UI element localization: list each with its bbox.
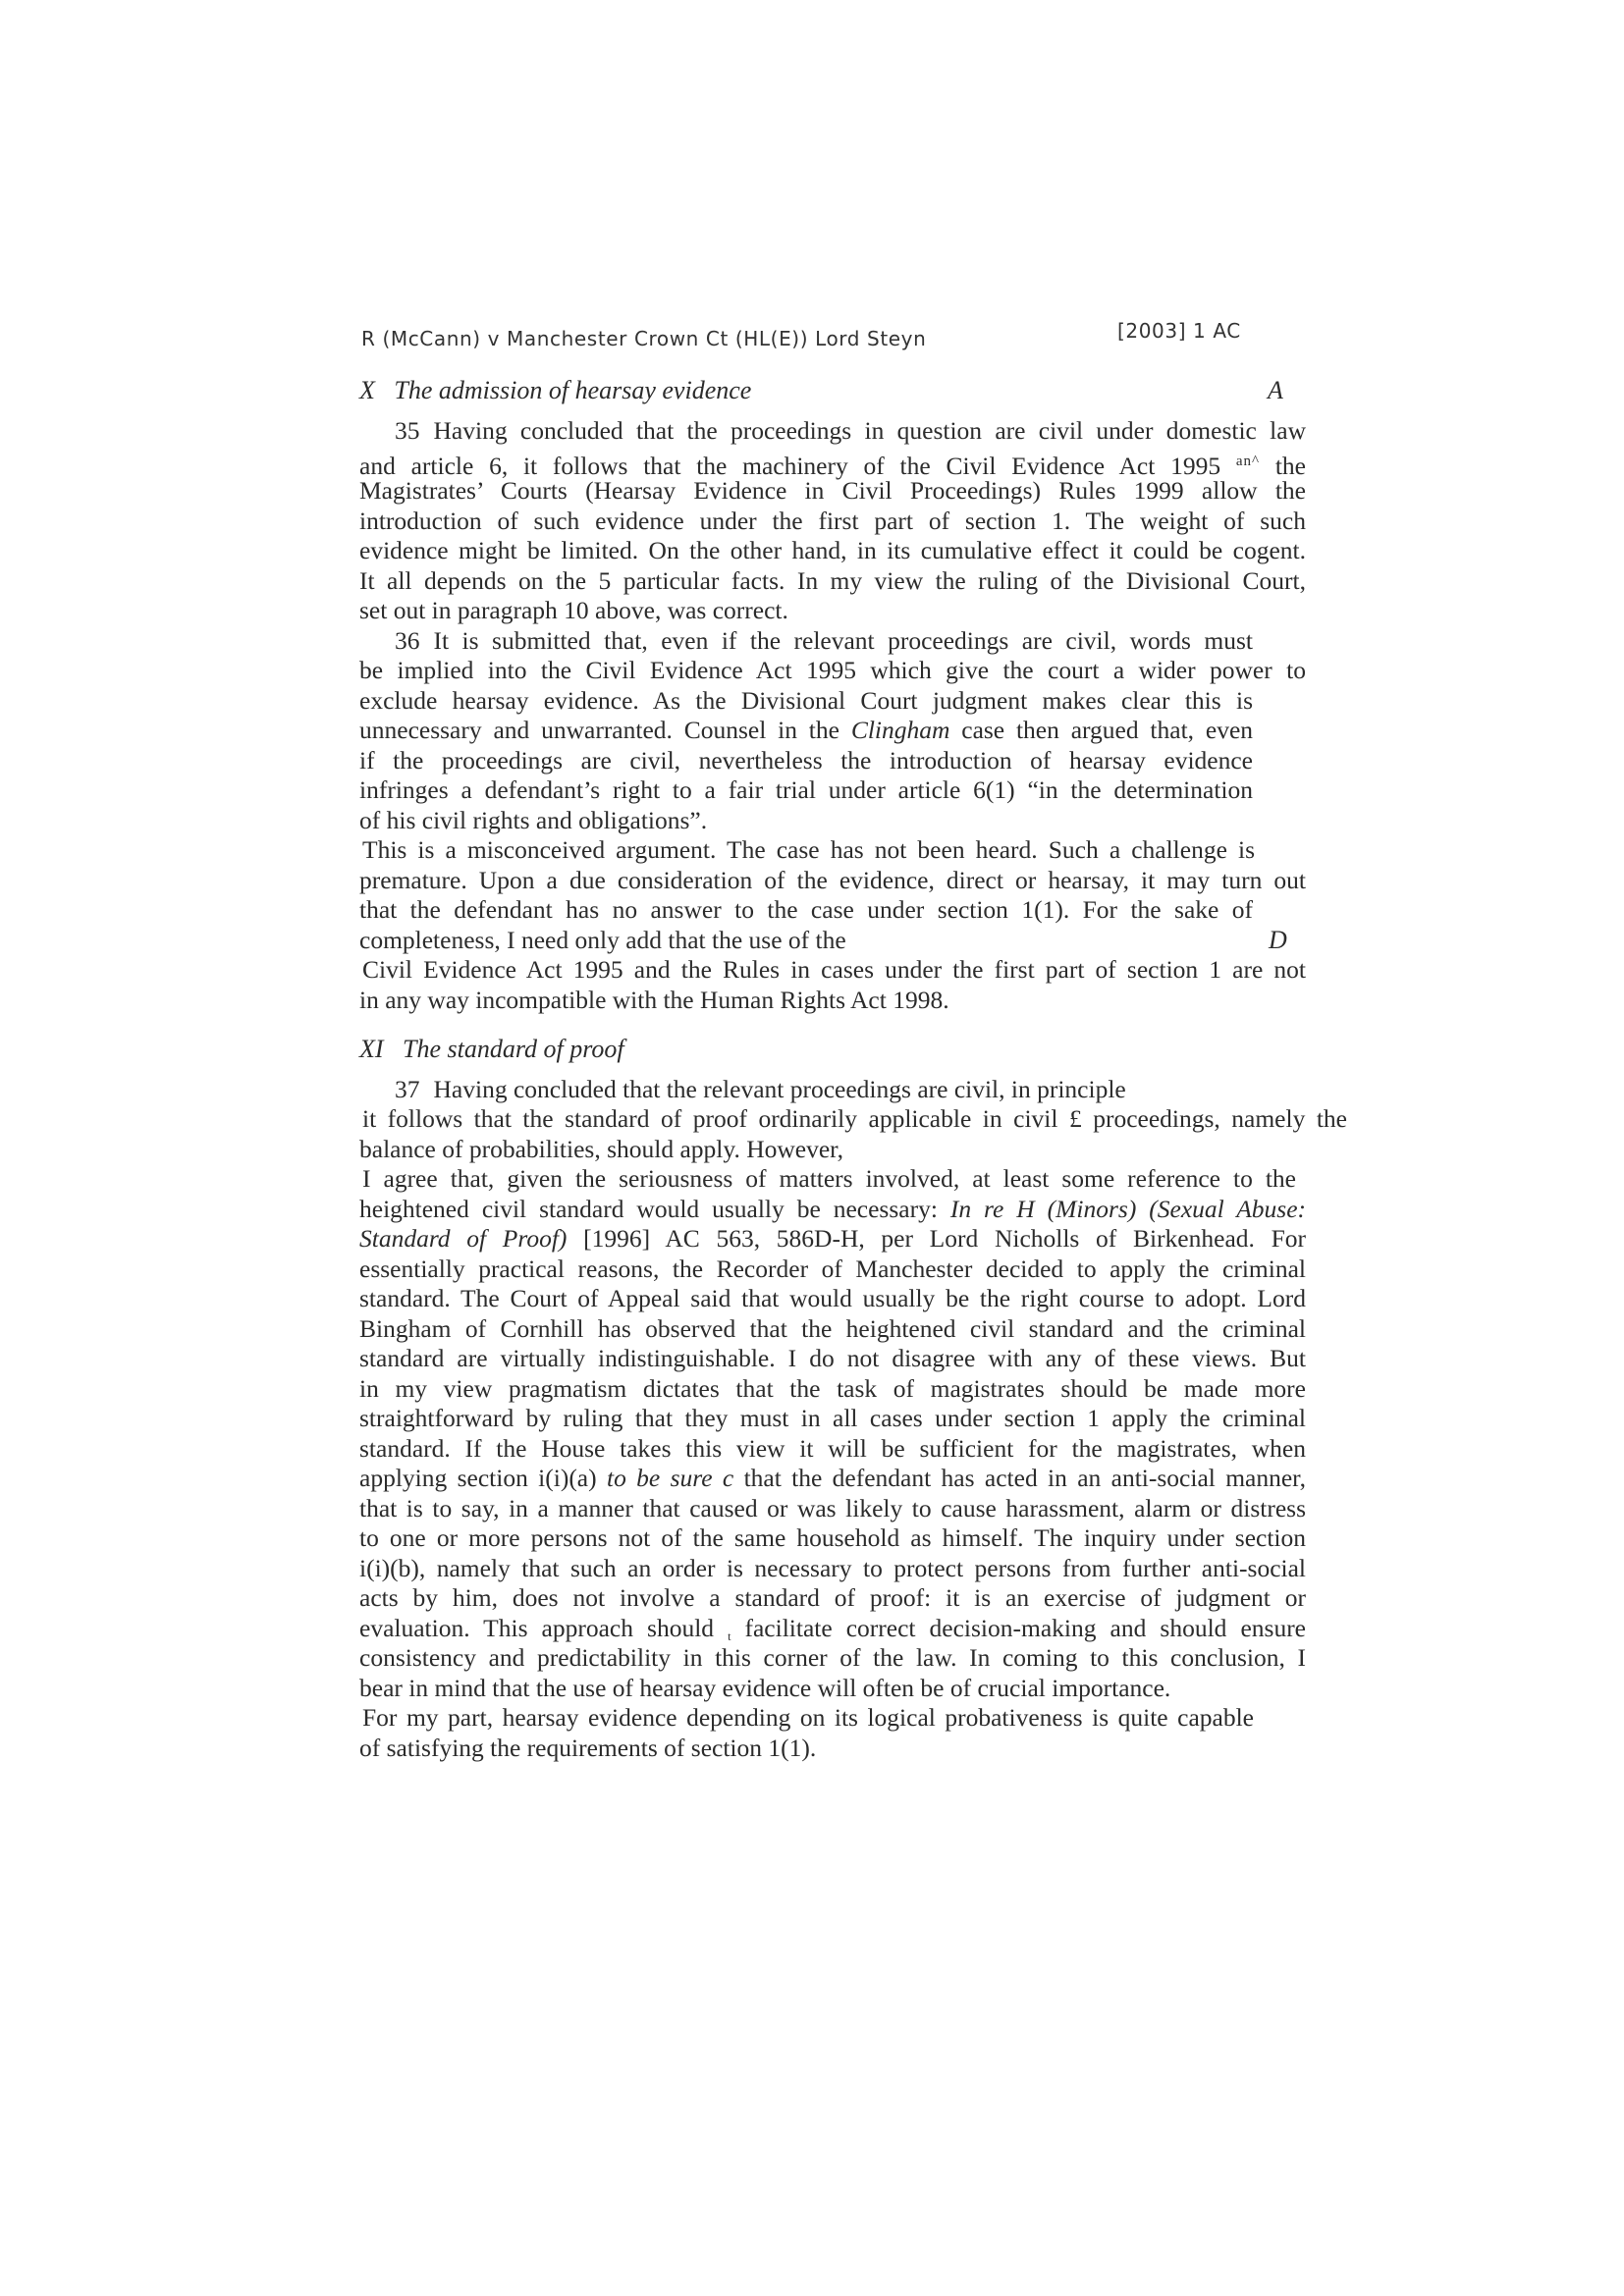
superscript-mark: an^: [1235, 454, 1261, 469]
text-span: Having concluded that the relevant proceedings are civil, in principle: [433, 1075, 1126, 1103]
text-line: bear in mind that the use of hearsay evidence will often be of crucial importance.: [359, 1674, 1171, 1702]
text-line: it follows that the standard of proof ordinarily applicable in civil £ proceedings, namely the: [362, 1104, 1347, 1133]
italic-phrase: to be sure c: [606, 1464, 734, 1492]
text-line: be implied into the Civil Evidence Act 1995 which give the court a wider power to: [359, 656, 1306, 684]
text-line: set out in paragraph 10 above, was correct.: [359, 596, 788, 624]
running-head-citation: [2003] 1 AC: [1117, 319, 1241, 343]
text-line: that the defendant has no answer to the case under section 1(1). For the sake of: [359, 895, 1253, 924]
text-line: exclude hearsay evidence. As the Divisional Court judgment makes clear this is: [359, 686, 1253, 715]
section-title: The admission of hearsay evidence: [394, 376, 752, 404]
case-name: Clingham: [850, 716, 950, 744]
text-line: standard. The Court of Appeal said that would usually be the right course to adopt. Lord: [359, 1284, 1306, 1312]
text-line: premature. Upon a due consideration of the evidence, direct or hearsay, it may turn out: [359, 866, 1306, 894]
text-line: Bingham of Cornhill has observed that the heightened civil standard and the criminal: [359, 1314, 1306, 1343]
case-citation-italic: Standard of Proof): [359, 1224, 568, 1253]
text-line: acts by him, does not involve a standard of proof: it is an exercise of judgment or: [359, 1583, 1306, 1612]
text-line: introduction of such evidence under the first part of section 1. The weight of such: [359, 507, 1306, 535]
text-line: Magistrates’ Courts (Hearsay Evidence in Civil Proceedings) Rules 1999 allow the: [359, 476, 1306, 505]
section-title: The standard of proof: [403, 1035, 624, 1063]
paragraph-number: 35: [395, 416, 420, 445]
text-line: This is a misconceived argument. The case has not been heard. Such a challenge is: [362, 835, 1255, 864]
margin-letter-a: A: [1268, 376, 1283, 404]
text-line: in my view pragmatism dictates that the task of magistrates should be made more: [359, 1374, 1306, 1403]
running-head-case-title: R (McCann) v Manchester Crown Ct (HL(E)) Lord Steyn: [361, 327, 927, 350]
text-line: standard. If the House takes this view it will be sufficient for the magistrates, when: [359, 1434, 1306, 1463]
text-line: [359, 1075, 1306, 1104]
text-line: i(i)(b), namely that such an order is necessary to protect persons from further anti-social: [359, 1554, 1306, 1582]
case-citation-italic: In re H (Minors) (Sexual Abuse:: [949, 1195, 1307, 1223]
text-line: if the proceedings are civil, nevertheless the introduction of hearsay evidence: [359, 746, 1253, 774]
text-line: [359, 626, 1253, 656]
text-line: evidence might be limited. On the other hand, in its cumulative effect it could be cogent.: [359, 536, 1306, 564]
text-span: heightened civil standard would usually be necessary:: [359, 1195, 938, 1223]
paragraph-number: 37: [395, 1075, 420, 1103]
text-span: facilitate correct decision-making and should ensure: [744, 1614, 1306, 1642]
text-line: [359, 416, 1306, 446]
text-span: and article 6, it follows that the machinery of the Civil Evidence Act 1995: [359, 452, 1221, 480]
section-number: XI: [359, 1035, 384, 1063]
text-line: of satisfying the requirements of section 1(1).: [359, 1734, 817, 1762]
text-span: case then argued that, even: [961, 716, 1254, 744]
text-line: essentially practical reasons, the Recorder of Manchester decided to apply the criminal: [359, 1255, 1306, 1283]
text-line: straightforward by ruling that they must in all cases under section 1 apply the criminal: [359, 1404, 1306, 1432]
text-span: [1996] AC 563, 586D-H, per Lord Nicholls of Birkenhead. For: [583, 1224, 1306, 1253]
text-line: Civil Evidence Act 1995 and the Rules in cases under the first part of section 1 are not: [362, 955, 1306, 984]
text-line: consistency and predictability in this corner of the law. In coming to this conclusion, I: [359, 1643, 1306, 1672]
text-line: to one or more persons not of the same household as himself. The inquiry under section: [359, 1523, 1306, 1552]
text-line: [359, 1195, 1306, 1224]
text-line: in any way incompatible with the Human Rights Act 1998.: [359, 986, 949, 1014]
text-line: infringes a defendant’s right to a fair trial under article 6(1) “in the determination: [359, 775, 1253, 804]
text-line: [359, 716, 1253, 745]
text-span: the: [1274, 452, 1306, 480]
margin-letter-d: D: [1269, 926, 1287, 954]
paragraph-number: 36: [395, 626, 420, 655]
text-span: applying section i(i)(a): [359, 1464, 597, 1492]
text-line: of his civil rights and obligations”.: [359, 806, 708, 834]
section-heading-xi: [359, 1035, 1306, 1064]
section-heading-x: [359, 376, 1306, 405]
text-line: It all depends on the 5 particular facts. In my view the ruling of the Divisional Court,: [359, 566, 1306, 595]
text-span: It is submitted that, even if the relevant proceedings are civil, words must: [433, 626, 1253, 655]
text-line: completeness, I need only add that the use of the: [359, 926, 846, 954]
text-span: Having concluded that the proceedings in question are civil under domestic law: [433, 416, 1306, 445]
text-span: that the defendant has acted in an anti-social manner,: [743, 1464, 1307, 1492]
text-line: For my part, hearsay evidence depending on its logical probativeness is quite capable: [362, 1703, 1254, 1732]
subscript-mark: t: [728, 1629, 731, 1643]
text-span: unnecessary and unwarranted. Counsel in the: [359, 716, 839, 744]
text-line: balance of probabilities, should apply. However,: [359, 1135, 844, 1163]
text-line: standard are virtually indistinguishable. I do not disagree with any of these views. But: [359, 1344, 1306, 1372]
text-line: [359, 1224, 1306, 1254]
text-line: that is to say, in a manner that caused or was likely to cause harassment, alarm or distress: [359, 1494, 1306, 1522]
text-line: [359, 1464, 1306, 1493]
text-span: evaluation. This approach should: [359, 1614, 715, 1642]
section-number: X: [359, 376, 375, 404]
text-line: I agree that, given the seriousness of matters involved, at least some reference to the: [362, 1164, 1296, 1193]
